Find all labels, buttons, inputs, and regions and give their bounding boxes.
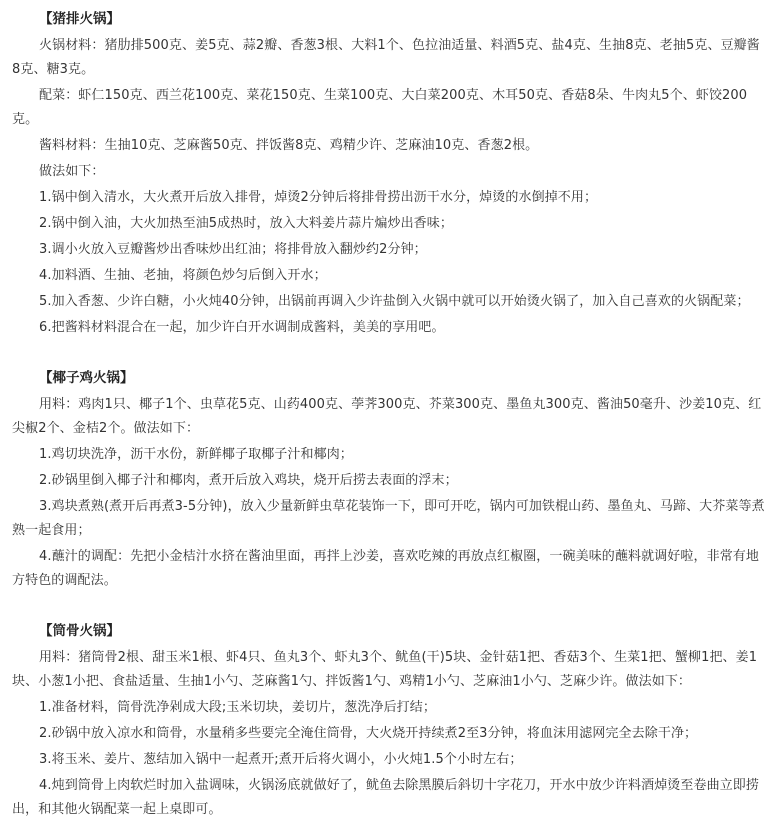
step-1: 1.锅中倒入清水，大火煮开后放入排骨，焯烫2分钟后将排骨捞出沥干水分，焯烫的水倒掉不用；: [39, 190, 598, 205]
ingredients: 用料：鸡肉1只、椰子1个、虫草花5克、山药400克、荸荠300克、芥菜300克、墨鱼丸300克、酱油50毫升、沙姜10克、红尖椒2个、金桔2个。做法如下：: [12, 397, 762, 436]
step-2: 2.锅中倒入油，大火加热至油5成热时，放入大料姜片蒜片煸炒出香味；: [39, 216, 453, 231]
step-4: 4.炖到筒骨上肉软烂时加入盐调味，火锅汤底就做好了，鱿鱼去除黑膜后斜切十字花刀，开水中放少许料酒焯烫至卷曲立即捞出，和其他火锅配菜一起上桌即可。: [12, 778, 760, 817]
step-1: 1.准备材料，筒骨洗净剁成大段;玉米切块，姜切片，葱洗净后打结；: [39, 700, 436, 715]
section-coconut-chicken-hotpot: [12, 365, 768, 593]
step-4: 4.加料酒、生抽、老抽，将颜色炒匀后倒入开水；: [39, 268, 327, 283]
method-heading: 做法如下：: [39, 164, 105, 179]
step-6: 6.把酱料材料混合在一起，加少许白开水调制成酱料，美美的享用吧。: [39, 320, 445, 335]
step-5: 5.加入香葱、少许白糖，小火炖40分钟，出锅前再调入少许盐倒入火锅中就可以开始烫火锅了，加入自己喜欢的火锅配菜；: [39, 294, 750, 309]
step-3: 3.鸡块煮熟(煮开后再煮3-5分钟)，放入少量新鲜虫草花装饰一下，即可开吃，锅内可加铁棍山药、墨鱼丸、马蹄、大芥菜等煮熟一起食用；: [12, 499, 765, 538]
step-2: 2.砂锅中放入凉水和筒骨，水量稍多些要完全淹住筒骨，大火烧开持续煮2至3分钟，将血沫用滤网完全去除干净；: [39, 726, 698, 741]
step-3: 3.调小火放入豆瓣酱炒出香味炒出红油；将排骨放入翻炒约2分钟；: [39, 242, 427, 257]
ingredients-hotpot: 火锅材料：猪肋排500克、姜5克、蒜2瓣、香葱3根、大料1个、色拉油适量、料酒5克、盐4克、生抽8克、老抽5克、豆瓣酱8克、糖3克。: [12, 38, 760, 77]
section-title: 【椰子鸡火锅】: [39, 370, 134, 386]
section-title: 【猪排火锅】: [39, 11, 120, 27]
ingredients-sauce: 酱料材料：生抽10克、芝麻酱50克、拌饭酱8克、鸡精少许、芝麻油10克、香葱2根。: [39, 138, 539, 153]
section-bone-hotpot: [12, 618, 768, 822]
section-pork-rib-hotpot: [12, 6, 768, 340]
step-1: 1.鸡切块洗净，沥干水份，新鲜椰子取椰子汁和椰肉；: [39, 447, 353, 462]
step-3: 3.将玉米、姜片、葱结加入锅中一起煮开;煮开后将火调小，小火炖1.5个小时左右；: [39, 752, 523, 767]
ingredients-side-dishes: 配菜：虾仁150克、西兰花100克、菜花150克、生菜100克、大白菜200克、木耳50克、香菇8朵、牛肉丸5个、虾饺200克。: [12, 88, 748, 127]
step-4: 4.蘸汁的调配：先把小金桔汁水挤在酱油里面，再拌上沙姜，喜欢吃辣的再放点红椒圈，一碗美味的蘸料就调好啦，非常有地方特色的调配法。: [12, 549, 760, 588]
step-2: 2.砂锅里倒入椰子汁和椰肉，煮开后放入鸡块，烧开后捞去表面的浮末；: [39, 473, 458, 488]
ingredients: 用料：猪筒骨2根、甜玉米1根、虾4只、鱼丸3个、虾丸3个、鱿鱼(干)5块、金针菇1把、香菇3个、生菜1把、蟹柳1把、姜1块、小葱1小把、食盐适量、生抽1小勺、芝麻酱1勺、拌饭酱1勺、鸡精1小勺、芝麻油1小勺、芝麻少许。做法如下：: [12, 650, 758, 689]
section-title: 【筒骨火锅】: [39, 623, 120, 639]
